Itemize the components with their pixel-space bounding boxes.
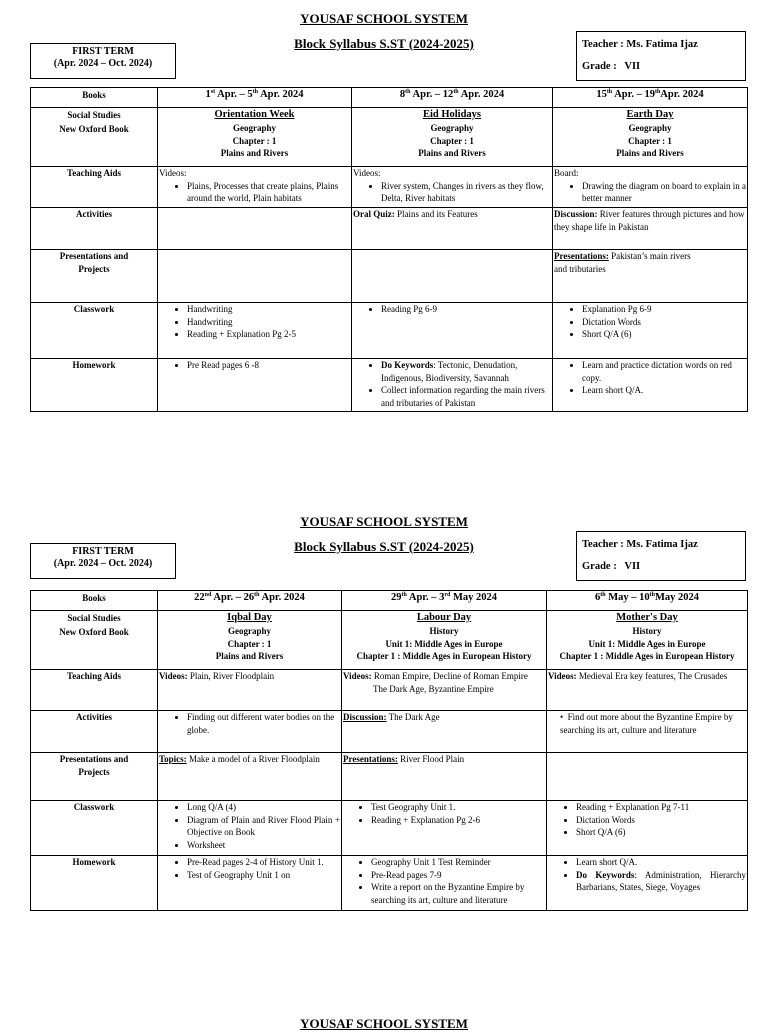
- activities-cell: • Finding out different water bodies on the globe.: [158, 711, 342, 753]
- activities-label: Activities: [31, 711, 158, 753]
- term-name: FIRST TERM: [72, 46, 134, 57]
- presentations-cell: [547, 753, 748, 801]
- teaching-aids-cell: Videos: • Plains, Processes that create plains, Plains around the world, Plain habitats: [158, 167, 352, 208]
- activities-cell: [158, 208, 352, 250]
- teaching-aids-label: Teaching Aids: [31, 670, 158, 711]
- table-row: [31, 359, 748, 412]
- book-name: Social Studies New Oxford Book: [31, 611, 158, 670]
- classwork-cell: • Test Geography Unit 1. • Reading + Explanation Pg 2-6: [342, 801, 547, 856]
- presentations-label: Presentations and Projects: [31, 753, 158, 801]
- teacher-box: [576, 531, 746, 581]
- school-title: YOUSAF SCHOOL SYSTEM: [300, 1016, 468, 1031]
- week-date: 1st Apr. – 5th Apr. 2024: [158, 88, 352, 108]
- table-row: [31, 208, 748, 250]
- week-topic: Iqbal Day Geography Chapter : 1 Plains and Rivers: [158, 611, 342, 670]
- classwork-label: Classwork: [31, 303, 158, 359]
- week-topic: Mother's Day History Unit 1: Middle Ages in Europe Chapter 1 : Middle Ages in European History: [547, 611, 748, 670]
- books-label: Books: [31, 591, 158, 611]
- table-row: [31, 611, 748, 670]
- term-name: FIRST TERM: [72, 546, 134, 557]
- week-date: 8th Apr. – 12th Apr. 2024: [352, 88, 553, 108]
- book-name: Social Studies New Oxford Book: [31, 108, 158, 167]
- term-box: [30, 543, 176, 579]
- homework-cell: • Geography Unit 1 Test Reminder • Pre-Read pages 7-9 • Write a report on the Byzantine Empire by searching its art, culture and literature: [342, 856, 547, 911]
- activities-cell: Oral Quiz: Plains and its Features: [352, 208, 553, 250]
- table-row: [31, 856, 748, 911]
- activities-cell: Discussion: The Dark Age: [342, 711, 547, 753]
- week-topic: Orientation Week Geography Chapter : 1 Plains and Rivers: [158, 108, 352, 167]
- presentations-cell: [158, 250, 352, 303]
- week-date: 29th Apr. – 3rd May 2024: [342, 591, 547, 611]
- grade-line: Grade : VII: [582, 61, 641, 72]
- school-title: YOUSAF SCHOOL SYSTEM: [300, 514, 468, 529]
- presentations-label: Presentations and Projects: [31, 250, 158, 303]
- table-row: [31, 591, 748, 611]
- table-row: [31, 711, 748, 753]
- syllabus-table: [30, 590, 748, 911]
- week-topic: Labour Day History Unit 1: Middle Ages in Europe Chapter 1 : Middle Ages in European History: [342, 611, 547, 670]
- term-dates: (Apr. 2024 – Oct. 2024): [53, 58, 153, 69]
- classwork-cell: • Long Q/A (4) • Diagram of Plain and River Flood Plain + Objective on Book • Worksheet: [158, 801, 342, 856]
- grade-value: VII: [624, 61, 641, 72]
- homework-label: Homework: [31, 359, 158, 412]
- teaching-aids-cell: Board: • Drawing the diagram on board to explain in a better manner: [553, 167, 748, 208]
- activities-label: Activities: [31, 208, 158, 250]
- presentations-cell: Presentations: Pakistan’s main rivers and tributaries: [553, 250, 748, 303]
- teaching-aids-cell: Videos: • River system, Changes in rivers as they flow, Delta, River habitats: [352, 167, 553, 208]
- grade-value: VII: [624, 561, 641, 572]
- week-date: 15th Apr. – 19thApr. 2024: [553, 88, 748, 108]
- teaching-aids-cell: Videos: Plain, River Floodplain: [158, 670, 342, 711]
- classwork-cell: • Reading + Explanation Pg 7-11 • Dictation Words • Short Q/A (6): [547, 801, 748, 856]
- week-date: 6th May – 10thMay 2024: [547, 591, 748, 611]
- presentations-cell: Topics: Make a model of a River Floodplain: [158, 753, 342, 801]
- term-box: [30, 43, 176, 79]
- homework-cell: • Learn short Q/A. • Do Keywords: Administration, Hierarchy Barbarians, States, Siege, Voyages: [547, 856, 748, 911]
- term-dates: (Apr. 2024 – Oct. 2024): [53, 558, 153, 569]
- homework-cell: • Learn and practice dictation words on red copy. • Learn short Q/A.: [553, 359, 748, 412]
- week-date: 22nd Apr. – 26th Apr. 2024: [158, 591, 342, 611]
- table-row: [31, 303, 748, 359]
- classwork-cell: • Explanation Pg 6-9 • Dictation Words • Short Q/A (6): [553, 303, 748, 359]
- teacher-box: [576, 31, 746, 81]
- week-topic: Eid Holidays Geography Chapter : 1 Plains and Rivers: [352, 108, 553, 167]
- activities-cell: Discussion: River features through pictures and how they shape life in Pakistan: [553, 208, 748, 250]
- presentations-cell: Presentations: River Flood Plain: [342, 753, 547, 801]
- table-row: [31, 753, 748, 801]
- presentations-cell: [352, 250, 553, 303]
- table-row: [31, 108, 748, 167]
- homework-label: Homework: [31, 856, 158, 911]
- teaching-aids-cell: Videos: Roman Empire, Decline of Roman Empire The Dark Age, Byzantine Empire: [342, 670, 547, 711]
- table-row: [31, 250, 748, 303]
- homework-cell: • Pre-Read pages 2-4 of History Unit 1. • Test of Geography Unit 1 on: [158, 856, 342, 911]
- table-row: [31, 670, 748, 711]
- teaching-aids-label: Teaching Aids: [31, 167, 158, 208]
- books-label: Books: [31, 88, 158, 108]
- classwork-label: Classwork: [31, 801, 158, 856]
- syllabus-table: [30, 87, 748, 412]
- classwork-cell: • Reading Pg 6-9: [352, 303, 553, 359]
- teaching-aids-cell: Videos: Medieval Era key features, The Crusades: [547, 670, 748, 711]
- table-row: [31, 167, 748, 208]
- school-title: YOUSAF SCHOOL SYSTEM: [300, 11, 468, 26]
- homework-cell: • Pre Read pages 6 -8: [158, 359, 352, 412]
- week-topic: Earth Day Geography Chapter : 1 Plains and Rivers: [553, 108, 748, 167]
- syllabus-title: Block Syllabus S.ST (2024-2025): [294, 539, 474, 554]
- table-row: [31, 801, 748, 856]
- table-row: [31, 88, 748, 108]
- syllabus-title: Block Syllabus S.ST (2024-2025): [294, 36, 474, 51]
- classwork-cell: • Handwriting • Handwriting • Reading + Explanation Pg 2-5: [158, 303, 352, 359]
- teacher-name: Teacher : Ms. Fatima Ijaz: [582, 39, 698, 50]
- activities-cell: • Find out more about the Byzantine Empire by searching its art, culture and literature: [547, 711, 748, 753]
- teacher-name: Teacher : Ms. Fatima Ijaz: [582, 539, 698, 550]
- grade-line: Grade : VII: [582, 561, 641, 572]
- homework-cell: • Do Keywords: Tectonic, Denudation, Indigenous, Biodiversity, Savannah • Collect information regarding the main rivers and tributaries of Pakistan: [352, 359, 553, 412]
